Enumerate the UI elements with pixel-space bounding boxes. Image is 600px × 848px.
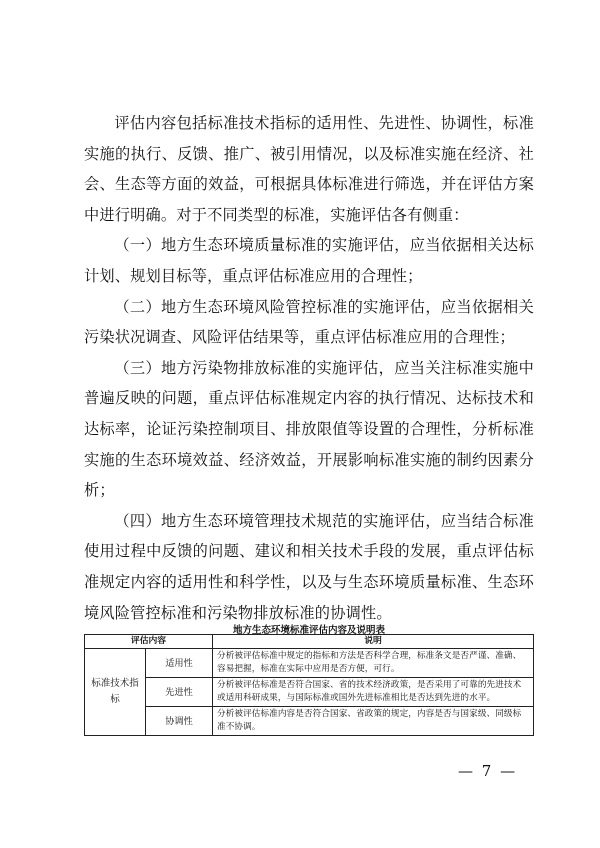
item-cell: 协调性 bbox=[146, 707, 213, 736]
item-cell: 适用性 bbox=[146, 649, 213, 678]
paragraph-item-4: （四）地方生态环境管理技术规范的实施评估，应当结合标准使用过程中反馈的问题、建议和相关技术手段的发展，重点评估标准规定内容的适用性和科学性，以及与生态环境质量标准、生态环境风险管控标准和污染物排放标准的协调性。 bbox=[84, 511, 534, 622]
body-text bbox=[84, 108, 534, 628]
paragraph-item-2: （二）地方生态环境风险管控标准的实施评估，应当依据相关污染状况调查、风险评估结果等，重点评估标准应用的合理性； bbox=[84, 297, 534, 347]
table-title: 地方生态环境标准评估内容及说明表 bbox=[232, 625, 385, 636]
page-number: — 7 — bbox=[458, 762, 518, 780]
paragraph-item-3: （三）地方污染物排放标准的实施评估，应当关注标准实施中普遍反映的问题，重点评估标准规定内容的执行情况、达标技术和达标率，论证污染控制项目、排放限值等设置的合理性，分析标准实施的生态环境效益、经济效益，开展影响标准实施的制约因素分析； bbox=[84, 358, 534, 500]
evaluation-table bbox=[84, 634, 534, 736]
table-row bbox=[85, 649, 534, 678]
description-cell: 分析被评估标准内容是否符合国家、省政策的规定，内容是否与国家级、同级标准不协调。 bbox=[213, 707, 534, 736]
item-cell: 先进性 bbox=[146, 678, 213, 707]
table-row bbox=[85, 707, 534, 736]
paragraph-item-1: （一）地方生态环境质量标准的实施评估，应当依据相关达标计划、规划目标等，重点评估标准应用的合理性； bbox=[84, 236, 534, 285]
header-description: 说明 bbox=[213, 635, 534, 649]
table-row bbox=[85, 678, 534, 707]
category-cell: 标准技术指标 bbox=[85, 649, 146, 736]
header-evaluation-content: 评估内容 bbox=[85, 635, 213, 649]
description-cell: 分析被评估标准中规定的指标和方法是否科学合理，标准条文是否严谨、准确、容易把握，标准在实际中应用是否方便，可行。 bbox=[213, 649, 534, 678]
description-cell: 分析被评估标准是否符合国家、省的技术经济政策，是否采用了可靠的先进技术或适用科研成果，与国际标准或国外先进标准相比是否达到先进的水平。 bbox=[213, 678, 534, 707]
table-header-row bbox=[85, 635, 534, 649]
paragraph-intro: 评估内容包括标准技术指标的适用性、先进性、协调性，标准实施的执行、反馈、推广、被引用情况，以及标准实施在经济、社会、生态等方面的效益，可根据具体标准进行筛选，并在评估方案中进行明确。对于不同类型的标准，实施评估各有侧重： bbox=[84, 114, 534, 224]
